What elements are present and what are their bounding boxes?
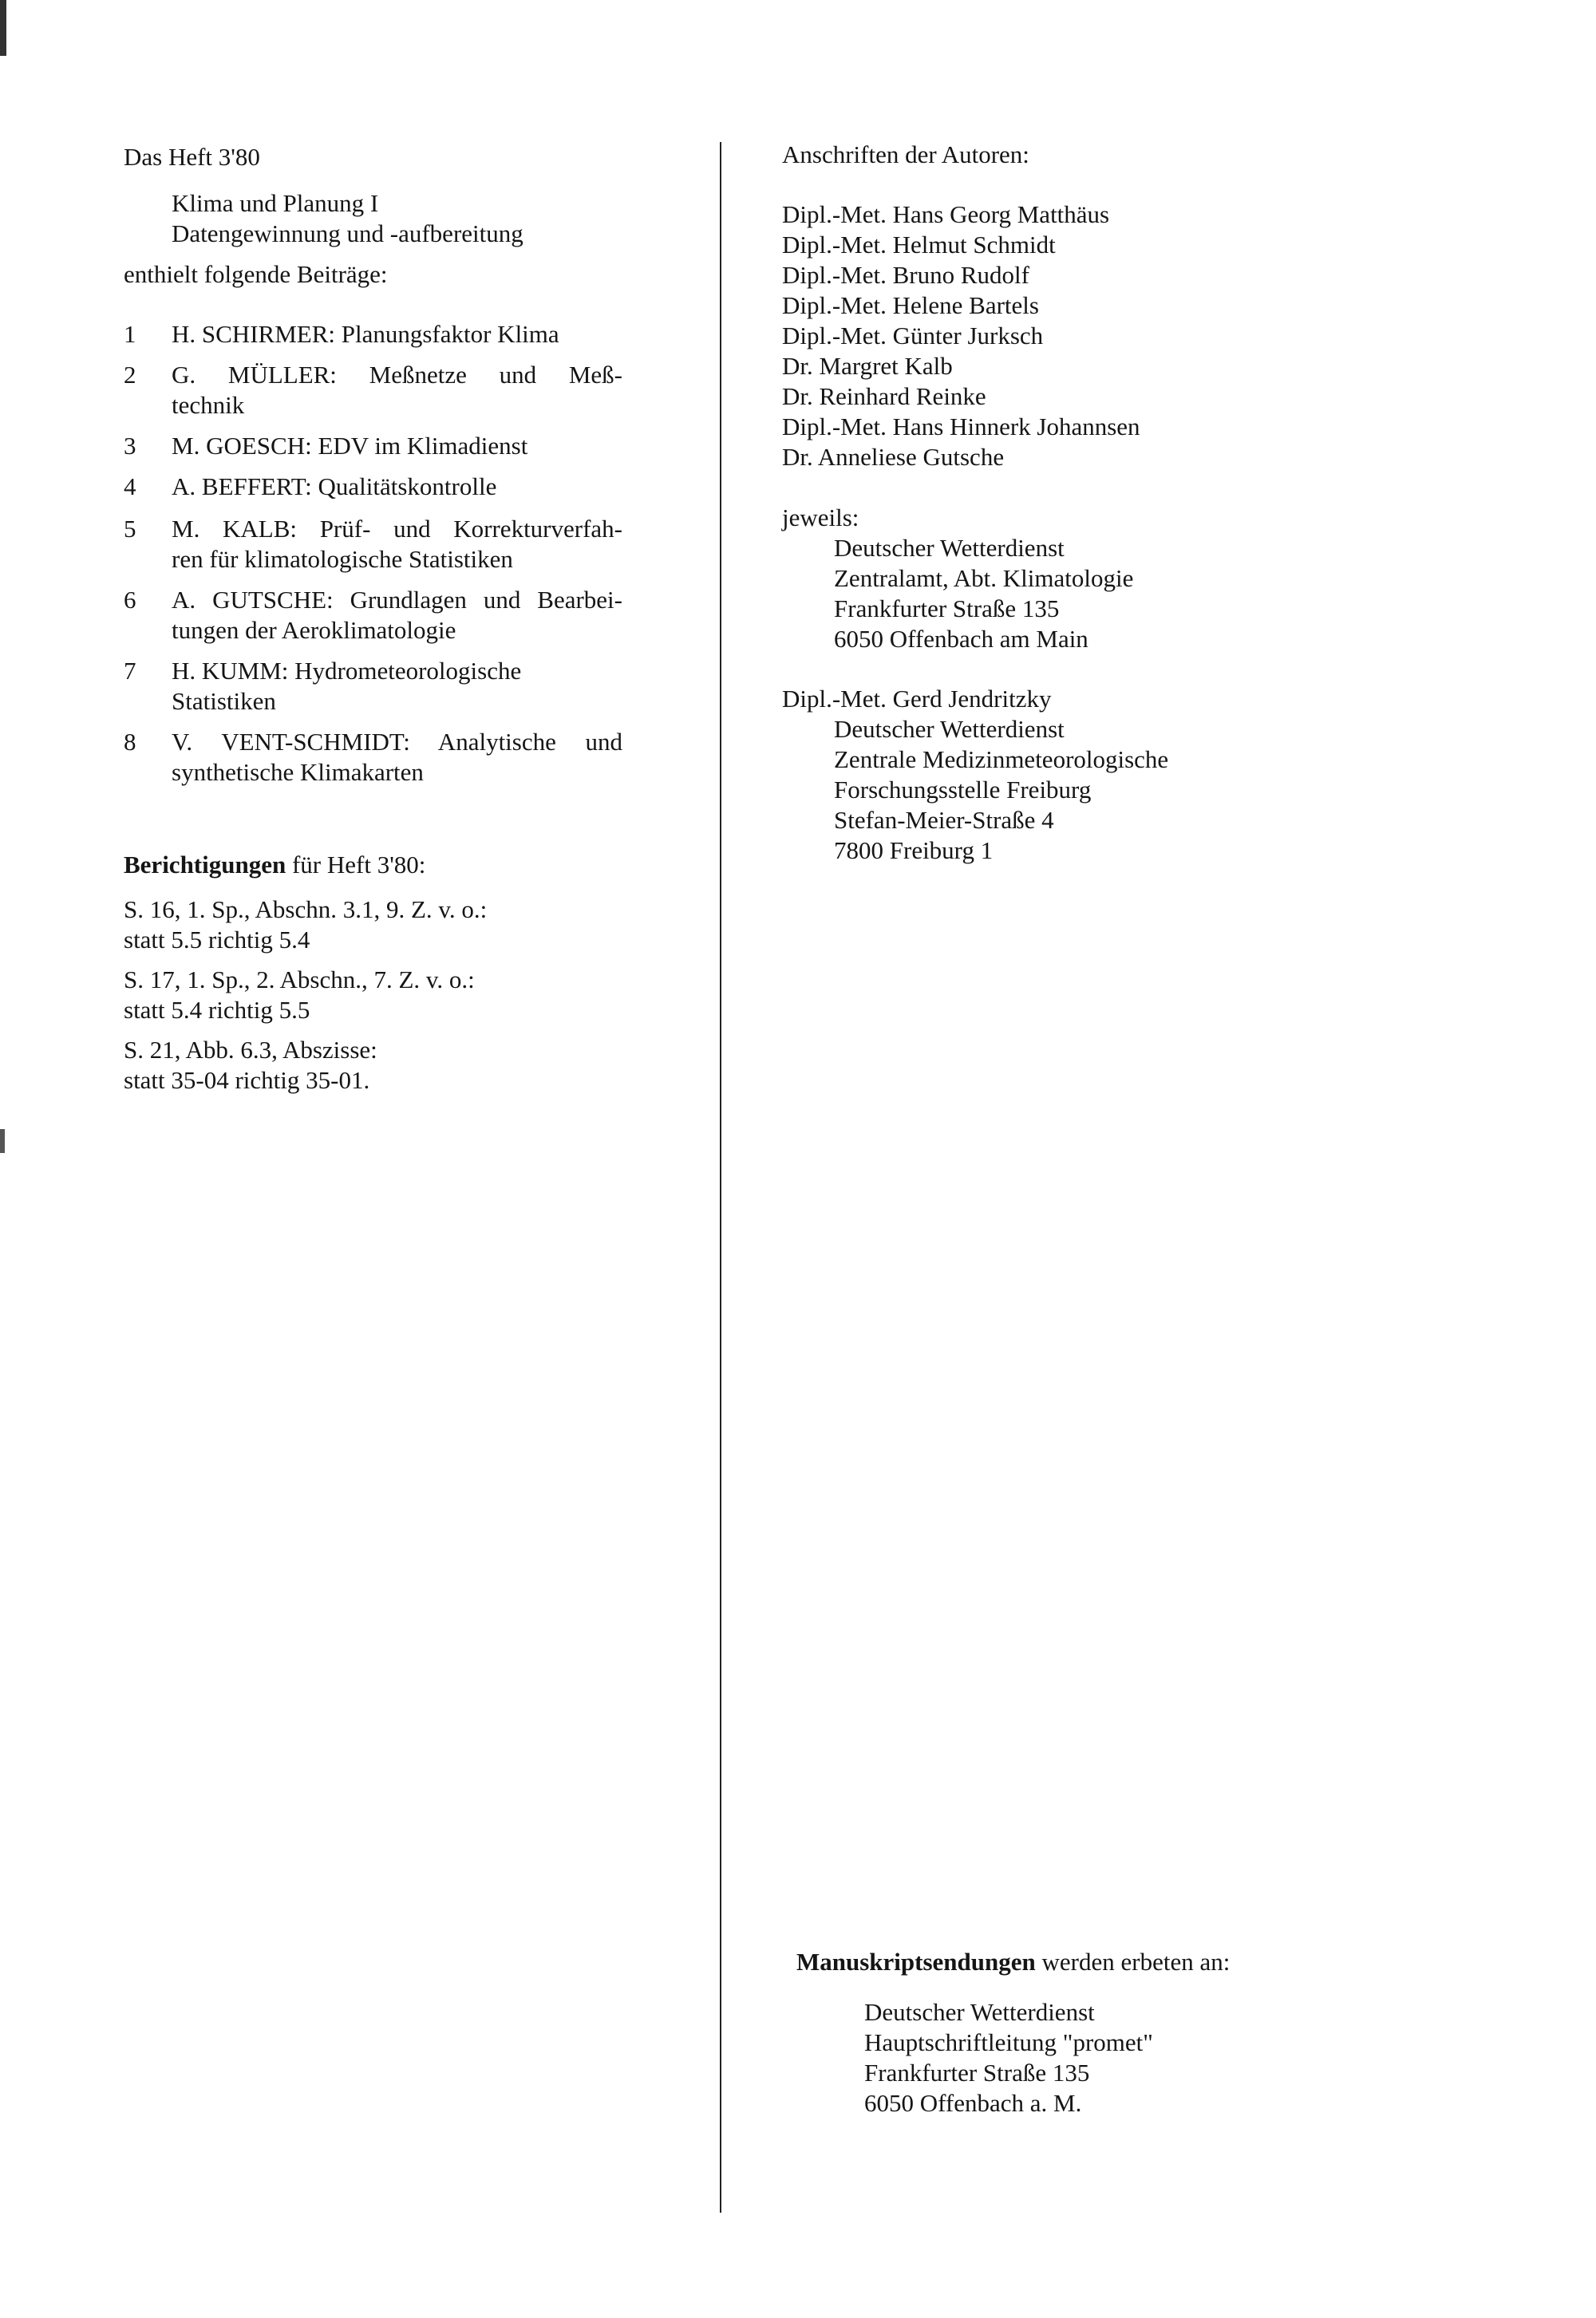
correction-line: statt 35-04 richtig 35-01.	[124, 1066, 370, 1094]
heft-subtitle-line2: Datengewinnung und -aufbereitung	[172, 219, 523, 247]
heft-subtitle-line1: Klima und Planung I	[172, 189, 379, 217]
article-line: tungen der Aeroklimatologie	[172, 616, 456, 644]
article-entry	[172, 360, 622, 421]
manuscript-address-line: 6050 Offenbach a. M.	[864, 2089, 1082, 2117]
address-line: Deutscher Wetterdienst	[834, 534, 1065, 562]
author-line: Dr. Margret Kalb	[782, 352, 953, 380]
scan-edge-mark	[0, 0, 6, 56]
article-number: 5	[124, 515, 136, 543]
corrections-heading-rest: für Heft 3'80:	[286, 851, 426, 879]
author-line: Dipl.-Met. Bruno Rudolf	[782, 261, 1029, 289]
author-line: Dipl.-Met. Helene Bartels	[782, 291, 1039, 319]
article-line: M. GOESCH: EDV im Klimadienst	[172, 432, 528, 460]
address-line: 7800 Freiburg 1	[834, 836, 994, 864]
manuscript-heading-bold: Manuskriptsendungen	[796, 1948, 1036, 1976]
heft-title: Das Heft 3'80	[124, 143, 260, 171]
address-line: 6050 Offenbach am Main	[834, 625, 1088, 653]
address-line: Frankfurter Straße 135	[834, 594, 1060, 622]
article-number: 8	[124, 728, 136, 756]
correction-line: S. 16, 1. Sp., Abschn. 3.1, 9. Z. v. o.:	[124, 895, 488, 923]
article-number: 4	[124, 472, 136, 500]
manuscript-heading-rest: werden erbeten an:	[1035, 1948, 1231, 1976]
extra-author: Dipl.-Met. Gerd Jendritzky	[782, 685, 1052, 713]
correction-line: S. 21, Abb. 6.3, Abszisse:	[124, 1036, 377, 1064]
author-line: Dipl.-Met. Hans Hinnerk Johannsen	[782, 413, 1140, 440]
manuscript-heading	[796, 1947, 1230, 1977]
jeweils-label: jeweils:	[782, 503, 859, 531]
article-entry	[172, 431, 622, 461]
article-line: H. KUMM: Hydrometeorologische	[172, 657, 522, 685]
article-entry	[172, 514, 622, 575]
article-line: Statistiken	[172, 687, 276, 715]
corrections-heading	[124, 850, 425, 880]
scan-edge-mark	[0, 1129, 5, 1153]
article-entry	[172, 585, 622, 646]
corrections-heading-bold: Berichtigungen	[124, 851, 286, 879]
article-line: H. SCHIRMER: Planungsfaktor Klima	[172, 320, 559, 348]
manuscript-address-line: Frankfurter Straße 135	[864, 2059, 1090, 2087]
address-line: Forschungsstelle Freiburg	[834, 776, 1092, 804]
column-divider	[720, 142, 721, 2213]
address-line: Zentralamt, Abt. Klimatologie	[834, 564, 1134, 592]
article-line: A. BEFFERT: Qualitätskontrolle	[172, 472, 497, 500]
article-line: M. KALB: Prüf- und Korrekturverfah-	[172, 515, 622, 543]
article-line: G. MÜLLER: Meßnetze und Meß-	[172, 361, 622, 389]
article-line: synthetische Klimakarten	[172, 758, 424, 786]
author-line: Dipl.-Met. Helmut Schmidt	[782, 231, 1056, 259]
address-line: Deutscher Wetterdienst	[834, 715, 1065, 743]
article-line: V. VENT-SCHMIDT: Analytische und	[172, 728, 622, 756]
article-number: 3	[124, 432, 136, 460]
article-number: 2	[124, 361, 136, 389]
article-entry	[172, 727, 622, 788]
authors-heading: Anschriften der Autoren:	[782, 140, 1029, 168]
article-entry	[172, 656, 622, 717]
author-line: Dr. Anneliese Gutsche	[782, 443, 1005, 471]
article-line: A. GUTSCHE: Grundlagen und Bearbei-	[172, 586, 622, 614]
manuscript-address-line: Hauptschriftleitung "promet"	[864, 2028, 1153, 2056]
article-number: 6	[124, 586, 136, 614]
correction-line: S. 17, 1. Sp., 2. Abschn., 7. Z. v. o.:	[124, 966, 475, 993]
address-line: Zentrale Medizinmeteorologische	[834, 745, 1169, 773]
author-line: Dipl.-Met. Günter Jurksch	[782, 322, 1044, 349]
article-line: ren für klimatologische Statistiken	[172, 545, 513, 573]
author-line: Dr. Reinhard Reinke	[782, 382, 986, 410]
correction-line: statt 5.5 richtig 5.4	[124, 926, 310, 954]
address-line: Stefan-Meier-Straße 4	[834, 806, 1054, 834]
article-entry	[172, 472, 622, 502]
article-line: technik	[172, 391, 245, 419]
articles-intro: enthielt folgende Beiträge:	[124, 260, 388, 288]
article-number: 7	[124, 657, 136, 685]
author-line: Dipl.-Met. Hans Georg Matthäus	[782, 200, 1110, 228]
article-number: 1	[124, 320, 136, 348]
manuscript-address-line: Deutscher Wetterdienst	[864, 1998, 1095, 2026]
article-entry	[172, 319, 622, 349]
correction-line: statt 5.4 richtig 5.5	[124, 996, 310, 1024]
